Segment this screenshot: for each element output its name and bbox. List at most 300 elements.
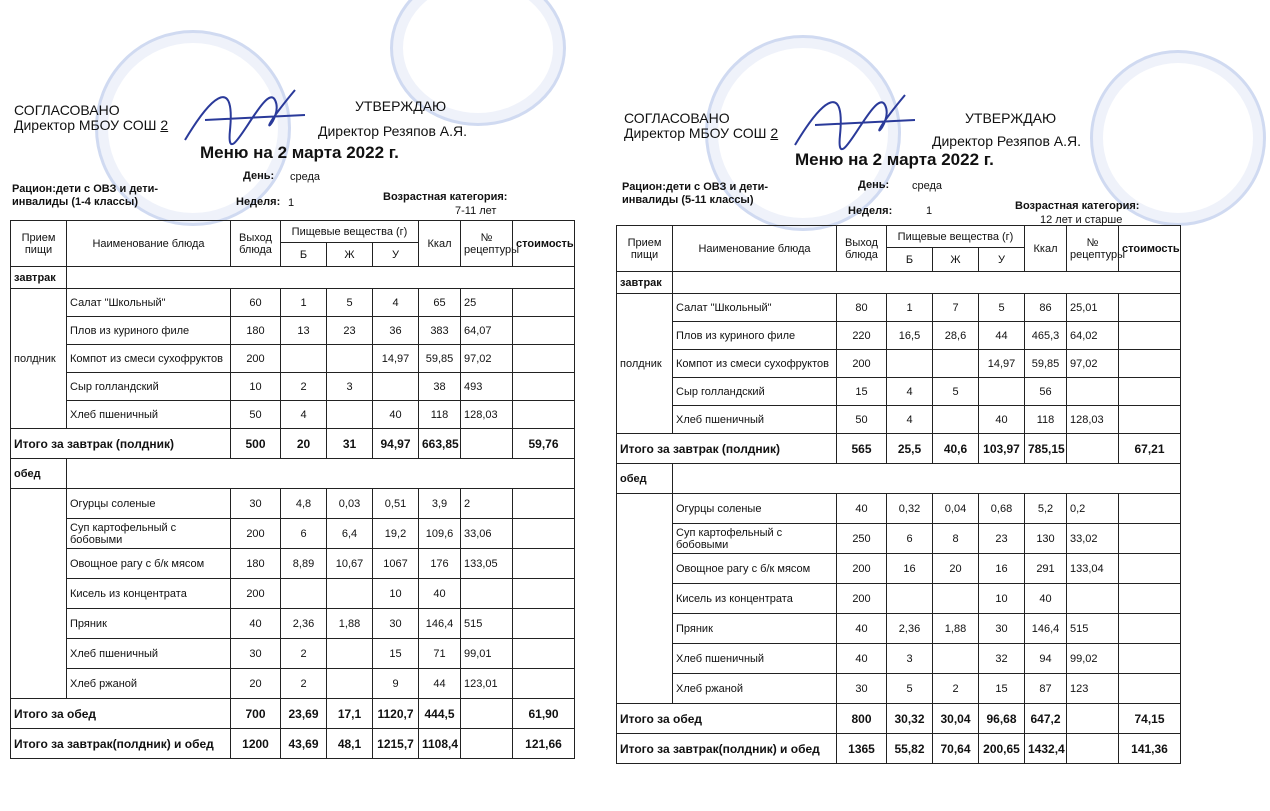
value-cost xyxy=(1119,350,1181,378)
value-b: 2 xyxy=(281,669,327,699)
value-cost xyxy=(1119,294,1181,322)
meal-group-label: завтрак xyxy=(11,267,67,289)
dish-name: Овощное рагу с б/к мясом xyxy=(67,549,231,579)
value-u: 15 xyxy=(979,674,1025,704)
value-u: 23 xyxy=(979,524,1025,554)
value-cost xyxy=(1119,322,1181,350)
total-cost: 74,15 xyxy=(1119,704,1181,734)
value-yield: 40 xyxy=(837,644,887,674)
value-yield: 80 xyxy=(837,294,887,322)
value-cost xyxy=(1119,406,1181,434)
value-cost xyxy=(513,401,575,429)
total-cost: 59,76 xyxy=(513,429,575,459)
value-b: 4 xyxy=(887,378,933,406)
value-yield: 220 xyxy=(837,322,887,350)
value-kcal: 465,3 xyxy=(1025,322,1067,350)
value-zh: 1,88 xyxy=(933,614,979,644)
meal-group-label: обед xyxy=(617,464,673,494)
value-u: 40 xyxy=(979,406,1025,434)
menu-sheet-right xyxy=(610,0,1230,811)
meal-group-label: обед xyxy=(11,459,67,489)
col-header-zh: Ж xyxy=(933,248,979,272)
age-value: 7-11 лет xyxy=(455,205,497,217)
value-kcal: 176 xyxy=(419,549,461,579)
table-row xyxy=(11,289,575,317)
value-cost xyxy=(513,489,575,519)
total-cost: 67,21 xyxy=(1119,434,1181,464)
value-cost xyxy=(1119,674,1181,704)
day-label: День: xyxy=(858,179,890,191)
table-row xyxy=(617,378,1181,406)
col-header-kcal: Ккал xyxy=(1025,226,1067,272)
table-row xyxy=(11,669,575,699)
dish-name: Компот из смеси сухофруктов xyxy=(673,350,837,378)
value-recipe: 99,01 xyxy=(461,639,513,669)
col-header-u: У xyxy=(373,243,419,267)
value-cost xyxy=(513,519,575,549)
value-b: 13 xyxy=(281,317,327,345)
confirm-label: УТВЕРЖДАЮ xyxy=(965,110,1057,126)
dish-name: Плов из куриного филе xyxy=(673,322,837,350)
value-cost xyxy=(1119,644,1181,674)
col-header-dish: Наименование блюда xyxy=(67,221,231,267)
value-u: 5 xyxy=(979,294,1025,322)
total-u: 94,97 xyxy=(373,429,419,459)
value-recipe: 97,02 xyxy=(1067,350,1119,378)
value-cost xyxy=(513,345,575,373)
approved-by: Директор МБОУ СОШ 2 xyxy=(624,125,779,141)
value-kcal: 38 xyxy=(419,373,461,401)
page-title: Меню на 2 марта 2022 г. xyxy=(795,150,994,169)
total-label: Итого за завтрак(полдник) и обед xyxy=(11,729,231,759)
value-kcal: 109,6 xyxy=(419,519,461,549)
value-u: 36 xyxy=(373,317,419,345)
value-cost xyxy=(1119,584,1181,614)
header-row xyxy=(617,226,1181,248)
value-b: 4 xyxy=(281,401,327,429)
ration-label: Рацион:дети с ОВЗ и дети-инвалиды (1-4 классы) xyxy=(12,183,159,208)
value-zh: 23 xyxy=(327,317,373,345)
value-zh: 20 xyxy=(933,554,979,584)
col-header-cost: стоимость xyxy=(1119,226,1181,272)
value-u: 32 xyxy=(979,644,1025,674)
value-u: 30 xyxy=(373,609,419,639)
value-recipe: 64,02 xyxy=(1067,322,1119,350)
total-u: 1120,7 xyxy=(373,699,419,729)
table-row xyxy=(617,524,1181,554)
value-recipe: 128,03 xyxy=(461,401,513,429)
table-row xyxy=(617,554,1181,584)
total-kcal: 647,2 xyxy=(1025,704,1067,734)
total-b: 43,69 xyxy=(281,729,327,759)
value-yield: 180 xyxy=(231,317,281,345)
value-recipe: 515 xyxy=(1067,614,1119,644)
week-label: Неделя: xyxy=(848,205,893,217)
value-yield: 200 xyxy=(837,350,887,378)
meal-group-label: полдник xyxy=(11,289,67,429)
table-row xyxy=(617,674,1181,704)
value-zh xyxy=(933,350,979,378)
value-kcal: 40 xyxy=(1025,584,1067,614)
value-cost xyxy=(513,289,575,317)
value-b: 2 xyxy=(281,639,327,669)
value-u: 9 xyxy=(373,669,419,699)
confirm-by: Директор Резяпов А.Я. xyxy=(932,133,1081,149)
total-recipe xyxy=(1067,434,1119,464)
total-zh: 70,64 xyxy=(933,734,979,764)
value-kcal: 87 xyxy=(1025,674,1067,704)
value-cost xyxy=(513,669,575,699)
total-recipe xyxy=(461,699,513,729)
value-b xyxy=(281,345,327,373)
dish-name: Суп картофельный с бобовыми xyxy=(673,524,837,554)
value-yield: 200 xyxy=(231,345,281,373)
dish-name: Хлеб ржаной xyxy=(673,674,837,704)
value-recipe: 123 xyxy=(1067,674,1119,704)
table-row xyxy=(617,584,1181,614)
total-row xyxy=(11,699,575,729)
value-b: 3 xyxy=(887,644,933,674)
meal-group-spacer xyxy=(617,494,673,704)
total-zh: 31 xyxy=(327,429,373,459)
value-zh xyxy=(327,669,373,699)
value-b: 2 xyxy=(281,373,327,401)
value-cost xyxy=(513,373,575,401)
col-header-dish: Наименование блюда xyxy=(673,226,837,272)
value-u: 44 xyxy=(979,322,1025,350)
value-kcal: 56 xyxy=(1025,378,1067,406)
dish-name: Хлеб пшеничный xyxy=(67,401,231,429)
table-row xyxy=(617,350,1181,378)
value-recipe: 97,02 xyxy=(461,345,513,373)
age-label: Возрастная категория: xyxy=(383,191,508,203)
dish-name: Компот из смеси сухофруктов xyxy=(67,345,231,373)
total-row xyxy=(617,704,1181,734)
value-u: 19,2 xyxy=(373,519,419,549)
table-row xyxy=(617,614,1181,644)
value-zh: 0,03 xyxy=(327,489,373,519)
meal-group-spacer xyxy=(11,489,67,699)
dish-name: Огурцы соленые xyxy=(673,494,837,524)
value-zh: 2 xyxy=(933,674,979,704)
table-row xyxy=(11,549,575,579)
value-b: 8,89 xyxy=(281,549,327,579)
dish-name: Салат "Школьный" xyxy=(67,289,231,317)
table-row xyxy=(11,401,575,429)
value-zh: 0,04 xyxy=(933,494,979,524)
value-yield: 40 xyxy=(837,494,887,524)
page-title: Меню на 2 марта 2022 г. xyxy=(200,143,399,162)
value-b: 0,32 xyxy=(887,494,933,524)
value-b: 4,8 xyxy=(281,489,327,519)
dish-name: Хлеб пшеничный xyxy=(673,406,837,434)
value-kcal: 5,2 xyxy=(1025,494,1067,524)
value-recipe: 123,01 xyxy=(461,669,513,699)
value-yield: 30 xyxy=(837,674,887,704)
total-zh: 48,1 xyxy=(327,729,373,759)
approved-label: СОГЛАСОВАНО xyxy=(624,110,730,126)
value-recipe: 33,06 xyxy=(461,519,513,549)
day-value: среда xyxy=(912,180,943,192)
total-row xyxy=(617,434,1181,464)
value-kcal: 71 xyxy=(419,639,461,669)
value-cost xyxy=(513,549,575,579)
menu-sheet-left xyxy=(0,0,620,811)
value-recipe xyxy=(1067,378,1119,406)
dish-name: Хлеб ржаной xyxy=(67,669,231,699)
table-row xyxy=(617,322,1181,350)
col-header-cost: стоимость xyxy=(513,221,575,267)
approved-by: Директор МБОУ СОШ 2 xyxy=(14,117,169,133)
total-yield: 1200 xyxy=(231,729,281,759)
total-b: 30,32 xyxy=(887,704,933,734)
value-yield: 10 xyxy=(231,373,281,401)
total-yield: 800 xyxy=(837,704,887,734)
value-yield: 30 xyxy=(231,639,281,669)
value-recipe: 2 xyxy=(461,489,513,519)
header-row xyxy=(11,221,575,243)
value-b: 6 xyxy=(887,524,933,554)
dish-name: Кисель из концентрата xyxy=(673,584,837,614)
menu-table xyxy=(616,225,1181,764)
value-kcal: 3,9 xyxy=(419,489,461,519)
value-b xyxy=(887,584,933,614)
value-zh xyxy=(933,644,979,674)
table-row xyxy=(11,609,575,639)
dish-name: Пряник xyxy=(673,614,837,644)
value-yield: 60 xyxy=(231,289,281,317)
value-kcal: 118 xyxy=(419,401,461,429)
col-header-u: У xyxy=(979,248,1025,272)
total-label: Итого за завтрак(полдник) и обед xyxy=(617,734,837,764)
total-yield: 1365 xyxy=(837,734,887,764)
week-value: 1 xyxy=(926,205,933,217)
value-kcal: 291 xyxy=(1025,554,1067,584)
value-yield: 30 xyxy=(231,489,281,519)
day-value: среда xyxy=(290,171,321,183)
empty-cell xyxy=(67,459,575,489)
value-recipe: 0,2 xyxy=(1067,494,1119,524)
value-b xyxy=(281,579,327,609)
value-u: 4 xyxy=(373,289,419,317)
total-zh: 30,04 xyxy=(933,704,979,734)
value-recipe xyxy=(461,579,513,609)
value-zh: 5 xyxy=(933,378,979,406)
dish-name: Суп картофельный с бобовыми xyxy=(67,519,231,549)
week-value: 1 xyxy=(288,197,295,209)
value-yield: 15 xyxy=(837,378,887,406)
total-kcal: 1432,4 xyxy=(1025,734,1067,764)
value-recipe: 64,07 xyxy=(461,317,513,345)
total-b: 55,82 xyxy=(887,734,933,764)
value-yield: 180 xyxy=(231,549,281,579)
dish-name: Салат "Школьный" xyxy=(673,294,837,322)
total-b: 23,69 xyxy=(281,699,327,729)
value-recipe: 25 xyxy=(461,289,513,317)
total-u: 1215,7 xyxy=(373,729,419,759)
table-row xyxy=(11,373,575,401)
value-zh: 5 xyxy=(327,289,373,317)
value-u: 10 xyxy=(373,579,419,609)
dish-name: Хлеб пшеничный xyxy=(67,639,231,669)
value-kcal: 65 xyxy=(419,289,461,317)
value-recipe: 133,04 xyxy=(1067,554,1119,584)
col-header-nutrients: Пищевые вещества (г) xyxy=(887,226,1025,248)
value-kcal: 86 xyxy=(1025,294,1067,322)
value-recipe: 99,02 xyxy=(1067,644,1119,674)
total-row xyxy=(617,734,1181,764)
value-u: 15 xyxy=(373,639,419,669)
value-kcal: 59,85 xyxy=(1025,350,1067,378)
dish-name: Кисель из концентрата xyxy=(67,579,231,609)
value-recipe: 515 xyxy=(461,609,513,639)
value-u: 0,68 xyxy=(979,494,1025,524)
value-cost xyxy=(1119,494,1181,524)
value-kcal: 146,4 xyxy=(419,609,461,639)
value-b: 1 xyxy=(887,294,933,322)
age-label: Возрастная категория: xyxy=(1015,200,1140,212)
total-recipe xyxy=(461,729,513,759)
total-yield: 700 xyxy=(231,699,281,729)
value-cost xyxy=(513,639,575,669)
value-b: 1 xyxy=(281,289,327,317)
value-u xyxy=(373,373,419,401)
value-yield: 40 xyxy=(231,609,281,639)
col-header-meal: Прием пищи xyxy=(11,221,67,267)
dish-name: Пряник xyxy=(67,609,231,639)
value-u: 14,97 xyxy=(373,345,419,373)
age-value: 12 лет и старше xyxy=(1040,214,1123,226)
col-header-zh: Ж xyxy=(327,243,373,267)
table-row xyxy=(617,294,1181,322)
value-zh xyxy=(327,345,373,373)
col-header-kcal: Ккал xyxy=(419,221,461,267)
total-zh: 40,6 xyxy=(933,434,979,464)
dish-name: Сыр голландский xyxy=(67,373,231,401)
week-label: Неделя: xyxy=(236,196,281,208)
value-b xyxy=(887,350,933,378)
menu-table xyxy=(10,220,575,759)
total-recipe xyxy=(461,429,513,459)
table-row xyxy=(617,406,1181,434)
col-header-yield: Выход блюда xyxy=(837,226,887,272)
col-header-b: Б xyxy=(887,248,933,272)
total-kcal: 444,5 xyxy=(419,699,461,729)
meal-group-label: завтрак xyxy=(617,272,673,294)
value-yield: 20 xyxy=(231,669,281,699)
value-kcal: 44 xyxy=(419,669,461,699)
dish-name: Овощное рагу с б/к мясом xyxy=(673,554,837,584)
table-row xyxy=(11,317,575,345)
col-header-recipe: № рецептуры xyxy=(1067,226,1119,272)
table-row xyxy=(11,519,575,549)
total-recipe xyxy=(1067,734,1119,764)
dish-name: Плов из куриного филе xyxy=(67,317,231,345)
value-yield: 250 xyxy=(837,524,887,554)
dish-name: Сыр голландский xyxy=(673,378,837,406)
value-zh xyxy=(327,579,373,609)
total-row xyxy=(11,429,575,459)
value-zh: 8 xyxy=(933,524,979,554)
total-cost: 121,66 xyxy=(513,729,575,759)
value-zh: 3 xyxy=(327,373,373,401)
table-row xyxy=(617,644,1181,674)
total-kcal: 663,85 xyxy=(419,429,461,459)
total-zh: 17,1 xyxy=(327,699,373,729)
col-header-meal: Прием пищи xyxy=(617,226,673,272)
value-recipe: 25,01 xyxy=(1067,294,1119,322)
value-cost xyxy=(1119,554,1181,584)
value-recipe: 128,03 xyxy=(1067,406,1119,434)
table-row xyxy=(11,639,575,669)
table-row xyxy=(617,494,1181,524)
total-label: Итого за обед xyxy=(617,704,837,734)
value-kcal: 94 xyxy=(1025,644,1067,674)
approved-label: СОГЛАСОВАНО xyxy=(14,102,120,118)
col-header-yield: Выход блюда xyxy=(231,221,281,267)
value-cost xyxy=(513,317,575,345)
total-recipe xyxy=(1067,704,1119,734)
value-u: 14,97 xyxy=(979,350,1025,378)
col-header-nutrients: Пищевые вещества (г) xyxy=(281,221,419,243)
col-header-b: Б xyxy=(281,243,327,267)
value-b: 4 xyxy=(887,406,933,434)
empty-cell xyxy=(673,464,1181,494)
total-b: 25,5 xyxy=(887,434,933,464)
total-b: 20 xyxy=(281,429,327,459)
total-yield: 565 xyxy=(837,434,887,464)
col-header-recipe: № рецептуры xyxy=(461,221,513,267)
total-label: Итого за завтрак (полдник) xyxy=(11,429,231,459)
value-zh: 7 xyxy=(933,294,979,322)
value-kcal: 118 xyxy=(1025,406,1067,434)
table-row xyxy=(11,579,575,609)
value-recipe: 33,02 xyxy=(1067,524,1119,554)
total-u: 103,97 xyxy=(979,434,1025,464)
table-row xyxy=(11,345,575,373)
total-kcal: 1108,4 xyxy=(419,729,461,759)
value-b: 6 xyxy=(281,519,327,549)
value-recipe: 493 xyxy=(461,373,513,401)
value-u: 1067 xyxy=(373,549,419,579)
value-yield: 50 xyxy=(231,401,281,429)
dish-name: Хлеб пшеничный xyxy=(673,644,837,674)
value-b: 16,5 xyxy=(887,322,933,350)
total-u: 96,68 xyxy=(979,704,1025,734)
value-u: 10 xyxy=(979,584,1025,614)
table-row xyxy=(11,489,575,519)
total-yield: 500 xyxy=(231,429,281,459)
value-kcal: 130 xyxy=(1025,524,1067,554)
value-cost xyxy=(513,609,575,639)
total-u: 200,65 xyxy=(979,734,1025,764)
empty-cell xyxy=(673,272,1181,294)
value-cost xyxy=(1119,614,1181,644)
value-b: 2,36 xyxy=(281,609,327,639)
value-u: 40 xyxy=(373,401,419,429)
value-u xyxy=(979,378,1025,406)
value-zh xyxy=(933,584,979,614)
value-yield: 200 xyxy=(837,584,887,614)
value-zh: 1,88 xyxy=(327,609,373,639)
value-yield: 50 xyxy=(837,406,887,434)
value-b: 16 xyxy=(887,554,933,584)
total-kcal: 785,15 xyxy=(1025,434,1067,464)
value-u: 16 xyxy=(979,554,1025,584)
value-kcal: 383 xyxy=(419,317,461,345)
value-kcal: 59,85 xyxy=(419,345,461,373)
value-zh: 6,4 xyxy=(327,519,373,549)
